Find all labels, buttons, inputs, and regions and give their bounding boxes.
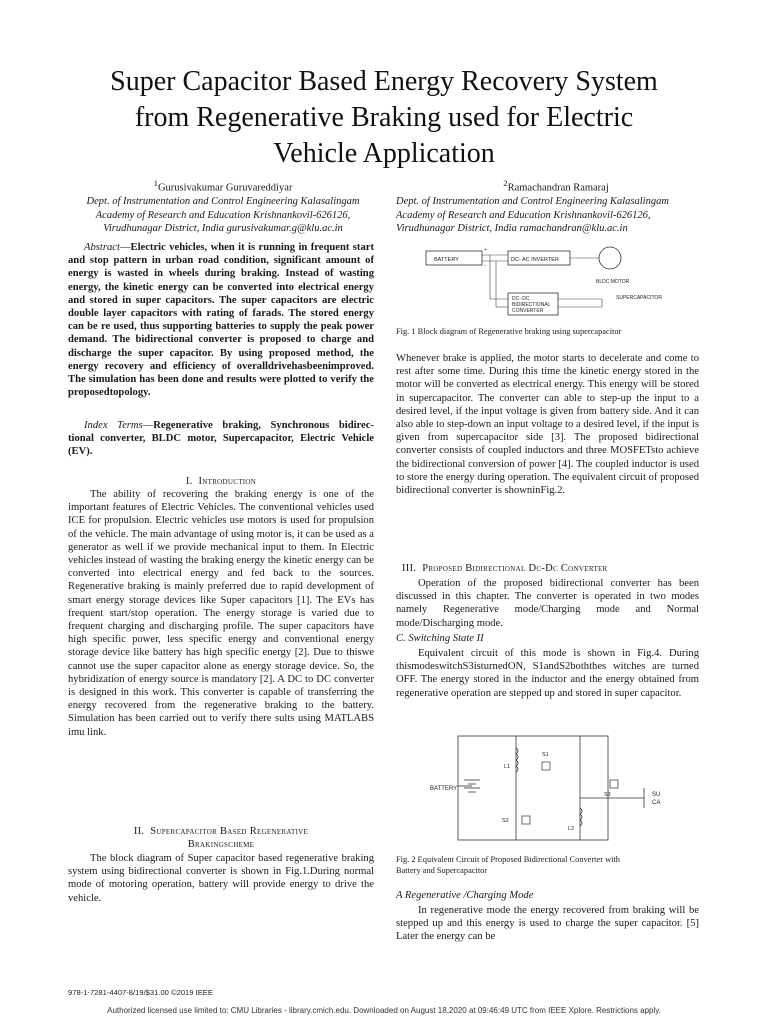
switch-s3 [610, 780, 618, 788]
inverter-label: DC- AC INVERTER [511, 257, 559, 263]
regenerative-mode-paragraph: In regenerative mode the energy recovered from braking will be stepped up and this energy is used to charge the super capacitor. [5] Later the energy can be [396, 905, 699, 943]
section-title-line-1: Supercapacitor Based Regenerative [150, 826, 309, 837]
right-paragraph-1-text: Whenever brake is applied, the motor starts to decelerate and come to rest after some time. During this time the kinetic energy stored in the motor will be converted as electrical energy. This energy will be stored in supercapacitor. The converter can able to step-up the input to a desired level, if the input voltage is given from battery side. And it can also able to step-down an input voltage to a desired level, if the input is given from supercapacitor side [3]. The proposed bidirectional converter consists of coupled inductors and three MOSFETsto achieve the bidirectional conversion of power [4]. The coupled inductor is used to store the energy during operation. The equivalent circuit of proposed bidirectional converter is showninFig.2. [396, 353, 699, 497]
author-name-1 [68, 177, 378, 195]
converter-label-1: DC- DC [512, 296, 530, 302]
paper-title [40, 64, 728, 172]
figure-2-caption [396, 855, 699, 876]
section-number: III. [402, 563, 417, 574]
author-affiliation-3: Virudhunagar District, India gurusivakumar.g@klu.ac.in [103, 223, 343, 235]
motor-label: BLDC MOTOR [596, 279, 630, 285]
section-heading-supercapacitor [68, 825, 374, 851]
section-3-paragraph: Operation of the proposed bidirectional converter has been discussed in this chapter. The converter is operated in two modes namely Regenerative mode/Charging mode and Normal mode/Discharging mode. [396, 578, 699, 629]
section-heading-bidirectional-converter [396, 563, 699, 574]
author-affiliation-2: Academy of Research and Education Krishnankovil-626126, [396, 209, 651, 221]
figure-1-block-diagram [424, 243, 672, 323]
motor-symbol [599, 247, 621, 269]
title-line-2: from Regenerative Braking used for Electric [134, 102, 634, 133]
abstract: Abstract—Electric vehicles, when it is running in frequent start and stop pattern in urban road condition, significant amount of energy is wasted in wheels during braking. Instead of wasting energy, the kinetic energy can be converted into electrical energy and stored in super capacitors. The super capacitors are electric double layer capacitors with rating of farads. The stored energy can be re used, thus supporting batteries to supply the peak power demand. The bidirectional converter is proposed to charge and discharge the super capacitor. By using proposed method, the energy recovery and efficiency of overalldrivehasbeenimproved. The simulation has been done and results were plotted to verify the proposedtopology. [68, 242, 374, 399]
section-2-paragraph: The block diagram of Super capacitor based regenerative braking system using bidirectional converter is shown in Fig.1.During normal mode of motoring operation, battery will provide energy to drive the vehicle. [68, 853, 374, 904]
switch-s2-label: S2 [502, 818, 509, 824]
switch-s3-label: S3 [604, 792, 611, 798]
author-block-1 [68, 177, 378, 236]
abstract-text: Electric vehicles, when it is running in frequent start and stop pattern in urban road condition, significant amount of energy is wasted in wheels during braking. Instead of wasting energy, the kinetic energy can be converted into electrical energy and stored in super capacitors. The super capacitors are electric double layer capacitors with rating of farads. The stored energy can be re used, thus supporting batteries to supply the peak power demand. The bidirectional converter is proposed to charge and discharge the super capacitor. By using proposed method, the energy recovery and efficiency of overalldrivehasbeenimproved. The simulation has been done and results were plotted to verify the proposedtopology. [68, 242, 374, 399]
title-line-3: Vehicle Application [273, 138, 495, 169]
section-2-text [68, 852, 374, 905]
author-name-text: Gurusivakumar Guruvareddiyar [157, 182, 293, 194]
switching-state-paragraph: Equivalent circuit of this mode is shown in Fig.4. During thismodeswitchS3isturnedON, S1andS2boththes witches are turned OFF. The energy stored in the inductor and the energy obtained from regenerative operation are stepped up and stored in super capacitor. [396, 648, 699, 699]
inductor-l1-label: L1 [504, 764, 511, 770]
index-terms-text: Regenerative braking, Synchronous bidirec- tional converter, BLDC motor, Supercapacitor, Electric Vehicle (EV). [68, 420, 374, 458]
subsection-heading-regenerative-mode: A Regenerative /Charging Mode [396, 890, 534, 901]
section-title: Proposed Bidirectional Dc-Dc Converter [422, 563, 608, 574]
converter-label-3: CONVERTER [512, 308, 544, 314]
plus-sign: + [484, 247, 487, 253]
copyright-notice: 978-1-7281-4407-8/19/$31.00 ©2019 IEEE [68, 988, 213, 997]
author-affiliation-3: Virudhunagar District, India ramachandran@klu.ac.in [396, 223, 628, 235]
right-paragraph-1 [396, 352, 699, 497]
switch-s2 [522, 816, 530, 824]
author-name-2 [396, 177, 716, 195]
switch-s1 [542, 762, 550, 770]
switch-s1-label: S1 [542, 752, 549, 758]
introduction-paragraph: The ability of recovering the braking energy is one of the important features of Electric Vehicles. The conventional vehicles used ICE for propulsion. Electric vehicles use motors is used for propulsion of the vehicle. The main advantage of using motor is, it can be used as a generator as well if we provide mechanical input to them. In Electric vehicles instead of wasting the braking energy the kinetic energy can be converted into electrical energy and fed back to the sources. Regenerative braking is mainly preferred due to rapid development of smart energy storage devices like Super capacitors [1]. The EVs has frequent start/stop operation. The energy storage is varied due to frequent charging and discharging profile. The super capacitors have high specific power, less specific energy and conventional energy storage device like battery has high specific energy [2]. Due to thiswe cannot use the super capacitor alone as energy storage device. So, the hybridization of energy source is mandatory [2]. A DC to DC converter is designed in this work. This converter is capable of transferring the energy recovered from the regenerative braking to the battery. Simulation has been carried out to verify there sults using MATLABS imu link. [68, 489, 374, 738]
section-title-line-2: Brakingscheme [187, 839, 255, 850]
title-line-1: Super Capacitor Based Energy Recovery System [110, 66, 658, 97]
minus-sign: - [484, 263, 486, 269]
supercap-label-1: SU [652, 792, 661, 798]
author-superscript: 1 [153, 178, 158, 188]
section-number: I. [185, 476, 193, 487]
section-title: Introduction [198, 476, 257, 487]
figure-2-caption-line-1: Fig. 2 Equivalent Circuit of Proposed Bidirectional Converter with [396, 855, 620, 864]
figure-1-caption: Fig. 1 Block diagram of Regenerative braking using supercapacitor [396, 327, 622, 336]
author-affiliation-1: Dept. of Instrumentation and Control Engineering Kalasalingam [86, 196, 360, 208]
author-affiliation-2: Academy of Research and Education Krishnankovil-626126, [95, 209, 351, 221]
section-heading-introduction [68, 476, 374, 487]
author-superscript: 2 [503, 178, 508, 188]
author-block-2 [396, 177, 716, 236]
figure-2-equivalent-circuit [430, 732, 676, 846]
figure-2-caption-line-2: Battery and Supercapacitor [396, 865, 488, 875]
switching-state-text [396, 647, 699, 700]
converter-label-2: BIDIRECTIONAL [512, 302, 551, 308]
index-terms-label: Index Terms [84, 420, 143, 431]
author-name-text: Ramachandran Ramaraj [507, 182, 609, 194]
introduction-text [68, 488, 374, 739]
abstract-label: Abstract [84, 242, 120, 253]
battery-label: BATTERY [434, 257, 459, 263]
index-terms: Index Terms—Regenerative braking, Synchronous bidirec- tional converter, BLDC motor, Supercapacitor, Electric Vehicle (EV). [68, 420, 374, 458]
section-number: II. [133, 826, 145, 837]
supercapacitor-label: SUPERCAPACITOR [616, 295, 662, 301]
license-notice: Authorized licensed use limited to: CMU Libraries - library.cmich.edu. Downloaded on August 18,2020 at 09:46:49 UTC from IEEE Xplore. Restrictions apply. [107, 1006, 661, 1015]
supercap-label-2: CA [652, 800, 661, 806]
section-3-text [396, 577, 699, 630]
author-affiliation-1: Dept. of Instrumentation and Control Engineering Kalasalingam [396, 196, 669, 208]
regenerative-mode-text [396, 904, 699, 944]
subsection-heading-switching-state: C. Switching State II [396, 633, 484, 644]
inductor-l2-label: L2 [568, 826, 575, 832]
battery-label: BATTERY [430, 786, 458, 792]
